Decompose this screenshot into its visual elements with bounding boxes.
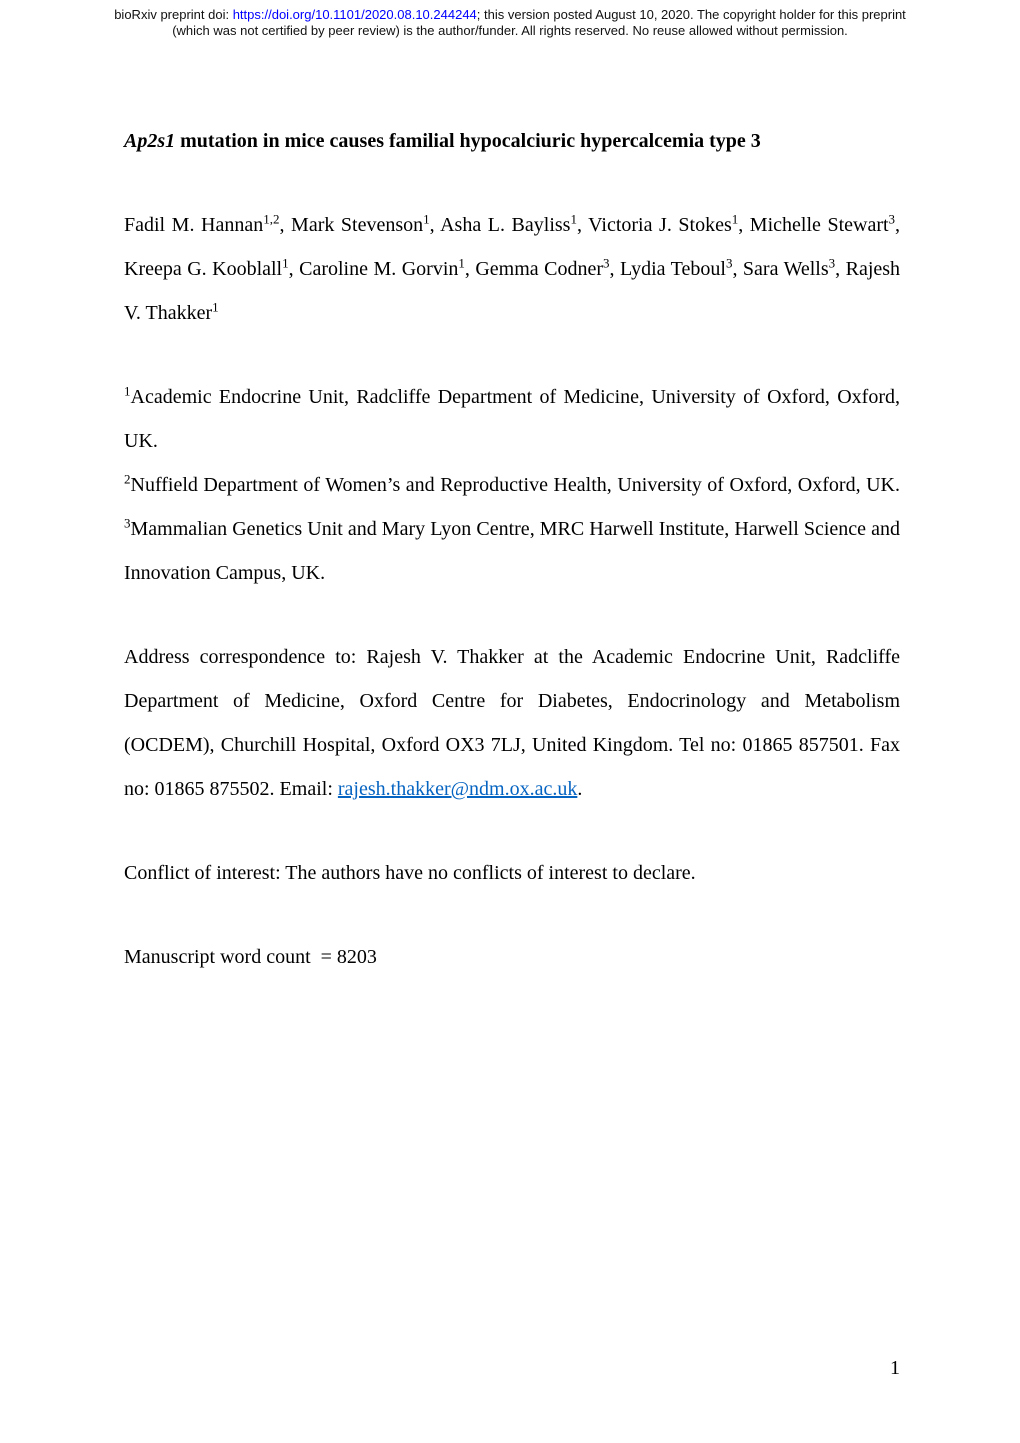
author-affiliation-sup: 3 — [603, 255, 610, 271]
author-affiliation-sup: 1 — [212, 299, 219, 315]
affiliation-number-sup: 1 — [124, 383, 131, 399]
author-affiliation-sup: 1,2 — [263, 211, 280, 227]
doi-link[interactable]: https://doi.org/10.1101/2020.08.10.244244 — [232, 7, 477, 22]
author-affiliation-sup: 1 — [731, 211, 739, 227]
author-affiliation-sup: 3 — [888, 211, 896, 227]
author-name: Asha L. Bayliss — [440, 214, 571, 236]
author-affiliation-sup: 3 — [725, 255, 733, 271]
affiliation-item: $^1$Academic Endocrine Unit, Radcliffe Department of Medicine, University of Oxford, Oxford, UK. — [124, 383, 900, 452]
author-name: Rajesh V. Thakker — [124, 258, 901, 324]
author-name: Lydia Teboul — [620, 258, 726, 280]
preprint-notice-prefix: bioRxiv preprint doi: — [114, 7, 233, 22]
author-name: Gemma Codner — [475, 258, 604, 280]
correspondence-text: Address correspondence to: Rajesh V. Thakker at the Academic Endocrine Unit, Radcliffe Department of Medicine, Oxford Centre for Diabetes, Endocrinology and Metabolism (OCDEM), Churchill Hospital, Oxford OX3 7LJ, United Kingdom. Tel no: 01865 857501. Fax no: 01865 875502. Email: — [124, 646, 900, 800]
affiliation-number-sup: 3 — [124, 515, 131, 531]
paper-title-rest: mutation in mice causes familial hypocalciuric hypercalcemia type 3 — [175, 130, 761, 152]
correspondence-period: . — [577, 778, 583, 800]
author-name: Victoria J. Stokes — [588, 214, 732, 236]
preprint-notice-suffix: ; this version posted August 10, 2020. The copyright holder for this preprint — [476, 7, 906, 22]
preprint-header — [0, 7, 1020, 38]
page-number: 1 — [890, 1357, 900, 1379]
author-name: Fadil M. Hannan — [124, 214, 264, 236]
paper-title — [124, 119, 900, 163]
author-name: Mark Stevenson — [291, 214, 424, 236]
author-name: Sara Wells — [742, 258, 829, 280]
preprint-notice-line1 — [0, 7, 1020, 23]
paper-title-gene: Ap2s1 — [124, 130, 176, 152]
author-name: Michelle Stewart — [749, 214, 889, 236]
affiliation-item: $^2$Nuffield Department of Women’s and Reproductive Health, University of Oxford, Oxford, UK. — [124, 471, 900, 496]
author-affiliation-sup: 1 — [570, 211, 577, 227]
manuscript-content — [124, 119, 900, 1019]
affiliation-number-sup: 2 — [124, 471, 131, 487]
author-affiliation-sup: 1 — [458, 255, 465, 271]
preprint-notice-line2: (which was not certified by peer review) is the author/funder. All rights reserved. No reuse allowed without permission. — [172, 22, 848, 38]
affiliation-item: $^3$Mammalian Genetics Unit and Mary Lyon Centre, MRC Harwell Institute, Harwell Science and Innovation Campus, UK. — [124, 515, 900, 584]
affiliations — [124, 375, 900, 595]
word-count: Manuscript word count = 8203 — [124, 946, 377, 968]
author-affiliation-sup: 3 — [828, 255, 836, 271]
author-affiliation-sup: 1 — [282, 255, 289, 271]
correspondence-paragraph — [124, 635, 900, 811]
conflict-of-interest: Conflict of interest: The authors have no conflicts of interest to declare. — [124, 862, 696, 884]
authors-line: Fadil M. Hannan$^{1,2}$, Mark Stevenson$^1$, Asha L. Bayliss$^1$, Victoria J. Stokes$^1$, Michelle Stewart$^3$, Kreepa G. Kooblall$^1$, Caroline M. Gorvin$^1$, Gemma Codner$^3$, Lydia Teboul$^3$, Sara Wells$^3$, Rajesh V. Thakker$^1$ — [124, 211, 901, 324]
author-affiliation-sup: 1 — [423, 211, 430, 227]
author-name: Caroline M. Gorvin — [299, 258, 459, 280]
email-link[interactable]: rajesh.thakker@ndm.ox.ac.uk — [337, 778, 578, 800]
author-name: Kreepa G. Kooblall — [124, 258, 283, 280]
